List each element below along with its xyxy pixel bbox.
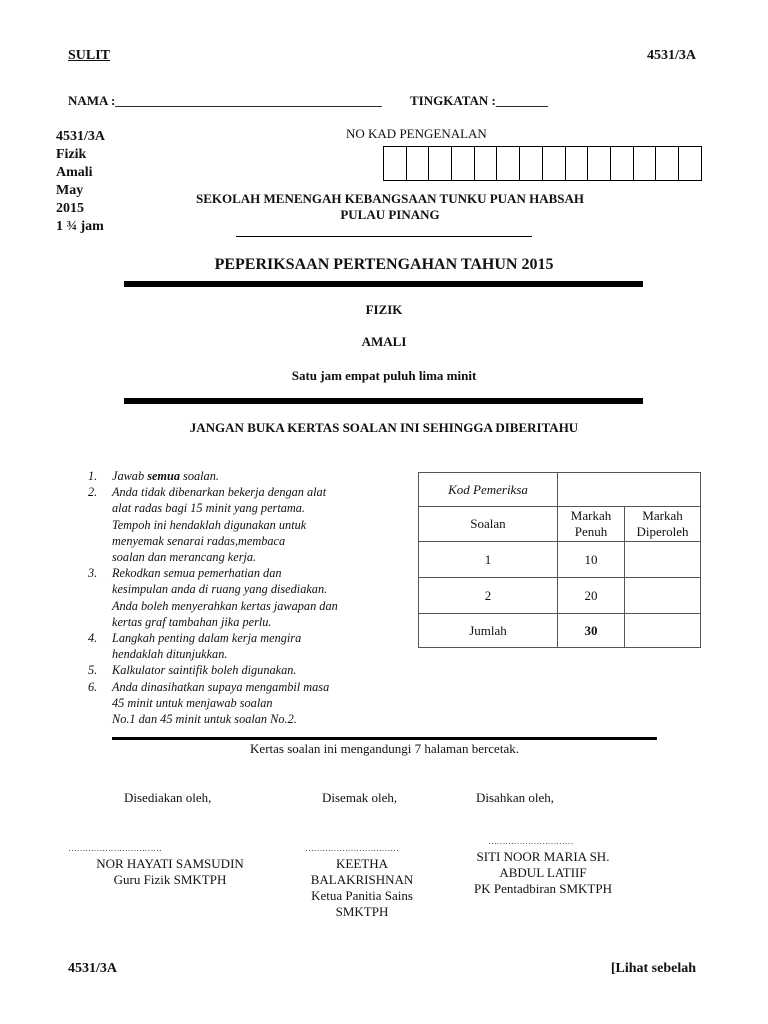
signatory-name-2: ABDUL LATIIF — [499, 865, 587, 880]
footer-rule — [112, 737, 657, 740]
instruction-line: alat radas bagi 15 minit yang pertama. — [112, 501, 305, 516]
ic-digit-box[interactable] — [679, 147, 701, 180]
next-page-note: [Lihat sebelah — [610, 961, 696, 976]
instruction-line: Anda tidak dibenarkan bekerja dengan alat — [112, 485, 327, 500]
instruction-line: Anda boleh menyerahkan kertas jawapan dan — [112, 598, 338, 613]
ic-digit-box[interactable] — [588, 147, 611, 180]
table-row-total — [419, 614, 701, 648]
col-obtained-line-1: Markah — [642, 508, 683, 523]
school-name — [160, 191, 620, 223]
instruction-line: Anda dinasihatkan supaya mengambil masa — [112, 679, 330, 694]
ic-digit-box[interactable] — [475, 147, 498, 180]
signatory-name-1: SITI NOOR MARIA SH. — [476, 849, 610, 864]
school-underline — [236, 236, 532, 237]
meta-type: Amali — [56, 165, 93, 180]
ic-digit-box[interactable] — [429, 147, 452, 180]
paper-code-bottom: 4531/3A — [68, 961, 117, 976]
table-row — [419, 578, 701, 614]
meta-month: May — [56, 183, 84, 198]
instruction-number: 3. — [88, 566, 98, 581]
instruction-line: menyemak senarai radas,membaca — [112, 533, 286, 548]
ic-digit-box[interactable] — [452, 147, 475, 180]
instruction-line: Langkah penting dalam kerja mengira — [112, 631, 302, 646]
signature-line-3: ………………………… — [488, 836, 573, 846]
paper-meta — [56, 128, 105, 236]
school-line-1: SEKOLAH MENENGAH KEBANGSAAN TUNKU PUAN HABSAH — [195, 191, 584, 206]
list-item — [88, 662, 402, 678]
instruction-number: 5. — [88, 663, 98, 678]
pages-note: Kertas soalan ini mengandungi 7 halaman bercetak. — [250, 741, 519, 756]
row-full: 20 — [558, 578, 625, 614]
examiner-code-label: Kod Pemeriksa — [419, 473, 558, 507]
col-full-line-2: Penuh — [574, 524, 608, 539]
col-question: Soalan — [419, 507, 558, 542]
total-obtained[interactable] — [625, 614, 701, 648]
ic-digit-box[interactable] — [497, 147, 520, 180]
exam-title: PEPERIKSAAN PERTENGAHAN TAHUN 2015 — [214, 256, 554, 273]
subject: FIZIK — [365, 302, 403, 317]
ic-digit-box[interactable] — [520, 147, 543, 180]
paper-type: AMALI — [361, 334, 407, 349]
signatory-title-2: SMKTPH — [335, 904, 389, 919]
row-full: 10 — [558, 542, 625, 578]
ic-label: NO KAD PENGENALAN — [346, 126, 487, 141]
signatory-approved — [458, 849, 628, 897]
paper-code-top: 4531/3A — [647, 48, 696, 63]
signatory-reviewed — [292, 856, 432, 920]
total-label: Jumlah — [419, 614, 558, 648]
list-item — [88, 630, 402, 662]
row-obtained[interactable] — [625, 578, 701, 614]
list-item — [88, 468, 402, 484]
ic-digit-box[interactable] — [543, 147, 566, 180]
examiner-code-cell[interactable] — [558, 473, 701, 507]
signatory-title: PK Pentadbiran SMKTPH — [474, 881, 612, 896]
instruction-number: 6. — [88, 679, 98, 694]
row-question: 1 — [419, 542, 558, 578]
col-obtained-line-2: Diperoleh — [636, 524, 689, 539]
signature-line-2: …………………………… — [305, 843, 399, 853]
ic-digit-box[interactable] — [656, 147, 679, 180]
instruction-line: soalan dan merancang kerja. — [112, 550, 257, 565]
instruction-line: Rekodkan semua pemerhatian dan — [112, 566, 282, 581]
list-item — [88, 679, 402, 728]
ic-digit-box[interactable] — [566, 147, 589, 180]
warning-text: JANGAN BUKA KERTAS SOALAN INI SEHINGGA DIBERITAHU — [189, 420, 579, 435]
meta-code: 4531/3A — [56, 129, 105, 144]
ic-digit-box[interactable] — [407, 147, 430, 180]
prepared-by-label: Disediakan oleh, — [124, 790, 212, 805]
meta-duration: 1 ¾ jam — [56, 219, 104, 234]
col-obtained-marks — [625, 507, 701, 542]
divider-bottom — [124, 398, 643, 404]
instruction-line: 45 minit untuk menjawab soalan — [112, 695, 273, 710]
signatory-name-2: BALAKRISHNAN — [310, 872, 414, 887]
instruction-number: 1. — [88, 469, 98, 483]
form-field: TINGKATAN :________ — [410, 93, 548, 108]
duration-text: Satu jam empat puluh lima minit — [291, 368, 477, 383]
signatory-title: Guru Fizik SMKTPH — [113, 872, 227, 887]
name-field: NAMA :_________________________________________ — [68, 93, 382, 108]
instruction-line: kesimpulan anda di ruang yang disediakan. — [112, 582, 328, 597]
ic-number-boxes[interactable] — [383, 146, 702, 181]
list-item — [88, 484, 402, 565]
signatory-prepared — [80, 856, 260, 888]
meta-year: 2015 — [56, 201, 84, 216]
signatory-name-1: KEETHA — [336, 856, 388, 871]
instruction-number: 2. — [88, 485, 98, 500]
meta-subject: Fizik — [56, 147, 87, 162]
confidential-label: SULIT — [68, 48, 111, 63]
instruction-line: kertas graf tambahan jika perlu. — [112, 614, 272, 629]
instruction-number: 4. — [88, 631, 98, 646]
instruction-line: Jawab semua soalan. — [112, 469, 219, 483]
instruction-line: hendaklah ditunjukkan. — [112, 647, 228, 662]
row-obtained[interactable] — [625, 542, 701, 578]
ic-digit-box[interactable] — [384, 147, 407, 180]
instruction-line: Kalkulator saintifik boleh digunakan. — [112, 663, 297, 678]
ic-digit-box[interactable] — [611, 147, 634, 180]
list-item — [88, 565, 402, 630]
table-row — [419, 542, 701, 578]
reviewed-by-label: Disemak oleh, — [322, 790, 398, 805]
school-line-2: PULAU PINANG — [340, 207, 440, 222]
divider-top — [124, 281, 643, 287]
marks-table — [418, 472, 701, 648]
signature-line-1: …………………………… — [68, 843, 162, 853]
instructions-list — [88, 468, 402, 727]
total-value: 30 — [558, 614, 625, 648]
approved-by-label: Disahkan oleh, — [476, 790, 554, 805]
signatory-name: NOR HAYATI SAMSUDIN — [96, 856, 244, 871]
ic-digit-box[interactable] — [634, 147, 657, 180]
row-question: 2 — [419, 578, 558, 614]
instruction-line: No.1 dan 45 minit untuk soalan No.2. — [112, 712, 297, 727]
instruction-line: Tempoh ini hendaklah digunakan untuk — [112, 517, 307, 532]
col-full-marks — [558, 507, 625, 542]
col-full-line-1: Markah — [570, 508, 612, 523]
signatory-title-1: Ketua Panitia Sains — [311, 888, 413, 903]
